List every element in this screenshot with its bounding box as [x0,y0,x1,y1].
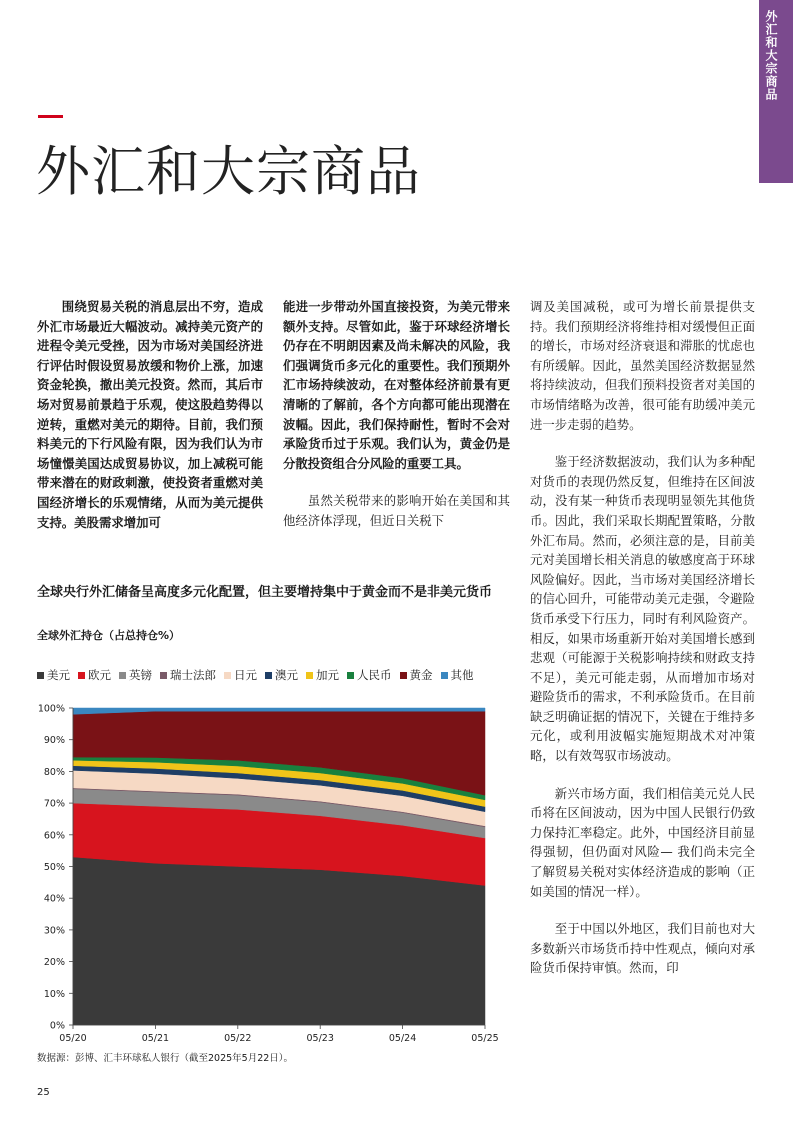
col3-paragraph-4: 至于中国以外地区，我们目前也对大多数新兴市场货币持中性观点，倾向对承险货币保持审慎。然而，印 [530,921,755,976]
legend-label: 美元 [47,668,70,682]
legend-item [37,667,70,683]
column-2 [283,297,510,531]
x-tick-label: 05/25 [471,1033,499,1044]
legend-swatch [119,672,126,679]
legend-label: 英镑 [129,668,152,682]
legend-item [441,667,474,683]
col3-paragraph-1: 调及美国减税，或可为增长前景提供支持。我们预期经济将维持相对缓慢但正面的增长，市场对经济衰退和滞胀的忧虑也有所缓解。因此，虽然美国经济数据显然将持续波动，但我们预料投资者对美国的市场情绪略为改善，很可能有助缓冲美元进一步走弱的趋势。 [530,299,755,432]
side-tab-label: 外汇和大宗商品 [764,10,778,101]
col1-paragraph-1: 围绕贸易关税的消息层出不穷，造成外汇市场最近大幅波动。减持美元资产的进程令美元受挫，因为市场对美国经济进行评估时假设贸易放缓和物价上涨，加速资金轮换，撤出美元投资。然而，其后市场对贸易前景趋于乐观，使这股趋势得以逆转，重燃对美元的期待。目前，我们预料美元的下行风险有限，因为我们认为市场憧憬美国达成贸易协议，加上减税可能带来潜在的财政刺激，使投资者重燃对美国经济增长的乐观情绪，从而为美元提供支持。美股需求增加可 [37,299,263,530]
y-tick-label: 40% [43,893,65,905]
page-number: 25 [37,1087,50,1098]
column-1 [37,297,263,532]
col3-paragraph-3: 新兴市场方面，我们相信美元兑人民币将在区间波动，因为中国人民银行仍致力保持汇率稳定。此外，中国经济目前显得强韧，但仍面对风险— 我们尚未完全了解贸易关税对实体经济造成的影响（正如美国的情况一样）。 [530,785,755,899]
x-tick-label: 05/22 [224,1033,252,1044]
legend-item [306,667,339,683]
legend-swatch [347,672,354,679]
chart-subtitle: 全球外汇持仓（占总持仓%） [37,629,181,642]
x-tick-label: 05/23 [306,1033,334,1044]
y-tick-label: 80% [43,766,65,778]
legend-label: 日元 [234,668,257,682]
section-side-tab[interactable] [759,0,793,183]
legend-swatch [441,672,448,679]
legend-item [224,667,257,683]
y-tick-label: 100% [37,703,65,715]
legend-item [400,667,433,683]
y-tick-label: 60% [43,830,65,842]
legend-swatch [400,672,407,679]
y-tick-label: 10% [43,988,65,1000]
legend-label: 加元 [316,668,339,682]
legend-swatch [224,672,231,679]
legend-label: 黄金 [409,668,433,682]
legend-swatch [306,672,313,679]
column-3 [530,297,755,978]
fx-holdings-chart [30,700,500,1045]
legend-item [119,667,152,683]
y-tick-label: 20% [43,957,65,969]
x-tick-label: 05/20 [59,1033,87,1044]
y-tick-label: 70% [43,798,65,810]
source-note: 数据源：彭博、汇丰环球私人银行（截至2025年5月22日）。 [37,1053,294,1064]
legend-item [160,667,216,683]
x-tick-label: 05/24 [388,1033,417,1044]
area-series-0 [73,857,485,1025]
chart-legend [37,667,474,683]
y-tick-label: 0% [49,1020,65,1032]
legend-label: 欧元 [88,668,111,682]
y-tick-label: 30% [43,925,65,937]
col2-paragraph-2: 虽然关税带来的影响开始在美国和其他经济体浮现，但近日关税下 [283,493,510,528]
legend-swatch [265,672,272,679]
legend-item [78,667,111,683]
x-tick-label: 05/21 [141,1033,170,1044]
y-tick-label: 50% [43,862,65,873]
title-accent-bar [38,115,63,118]
chart-title: 全球央行外汇储备呈高度多元化配置，但主要增持集中于黄金而不是非美元货币 [37,585,493,600]
col2-paragraph-1: 能进一步带动外国直接投资，为美元带来额外支持。尽管如此，鉴于环球经济增长仍存在不明朗因素及尚未解决的风险，我们强调货币多元化的重要性。我们预期外汇市场持续波动，在对整体经济前景有更清晰的了解前，各个方向都可能出现潜在波幅。因此，我们保持耐性，暂时不会对承险货币过于乐观。我们认为，黄金仍是分散投资组合分风险的重要工具。 [283,299,510,471]
legend-swatch [37,672,44,679]
legend-swatch [160,672,167,679]
legend-label: 人民币 [357,668,392,682]
legend-label: 瑞士法郎 [170,668,216,682]
legend-item [265,667,298,683]
page-title: 外汇和大宗商品 [36,140,421,203]
legend-item [347,667,392,683]
legend-label: 其他 [450,668,474,682]
y-tick-label: 90% [43,735,65,747]
legend-swatch [78,672,85,679]
legend-label: 澳元 [275,668,298,682]
col3-paragraph-2: 鉴于经济数据波动，我们认为多种配对货币的表现仍然反复，但维持在区间波动，没有某一种货币表现明显领先其他货币。因此，我们采取长期配置策略，分散外汇布局。然而，必须注意的是，目前美元对美国增长相关消息的敏感度高于环球风险偏好。因此，当市场对美国经济增长的信心回升，可能带动美元走强，令避险货币承受下行压力，同时有利风险资产。相反，如果市场重新开始对美国增长感到悲观（可能源于关税影响持续和财政支持不足），美元可能走弱，从而增加市场对避险货币的需求，不利承险货币。在目前缺乏明确证据的情况下，关键在于维持多元化，或利用波幅实施短期战术对冲策略，以有效驾驭市场波动。 [530,454,755,764]
